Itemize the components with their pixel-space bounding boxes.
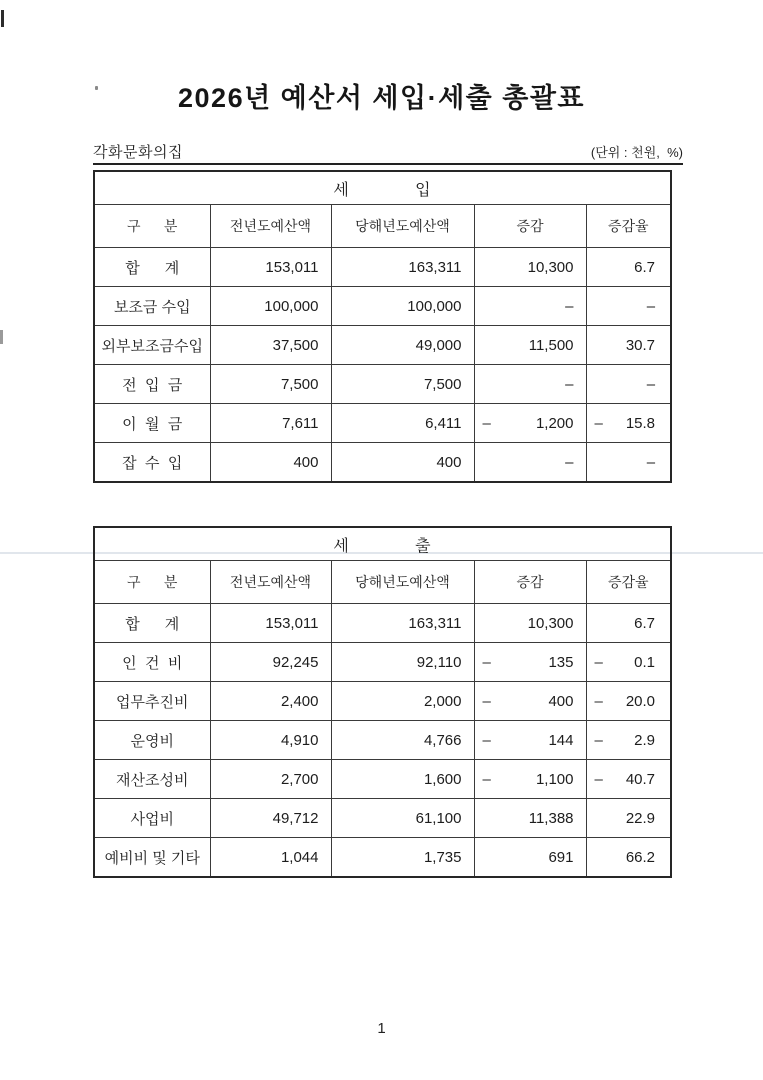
row-label: 이 월 금 [94,404,210,443]
column-header-change-rate: 증감율 [586,205,671,248]
table-row [94,326,671,365]
cell-change-rate: – [586,287,671,326]
cell-prev-amount: 7,611 [210,404,331,443]
table-row [94,443,671,483]
cell-current-amount: 100,000 [331,287,474,326]
table-row [94,248,671,287]
table-title-row [94,527,671,561]
page-title: 2026년 예산서 세입·세출 총괄표 [178,83,585,113]
cell-change-rate: – [586,365,671,404]
column-header-prev-year: 전년도예산액 [210,561,331,604]
cell-prev-amount: 49,712 [210,799,331,838]
row-label: 합 계 [94,604,210,643]
table-row [94,760,671,799]
cell-change: 10,300 [474,604,586,643]
cell-change-rate: – 0.1 [586,643,671,682]
cell-prev-amount: 7,500 [210,365,331,404]
cell-current-amount: 92,110 [331,643,474,682]
column-header-current-year: 당해년도예산액 [331,205,474,248]
table-row [94,838,671,878]
row-label: 사업비 [94,799,210,838]
row-label: 전 입 금 [94,365,210,404]
cell-change-rate: – 40.7 [586,760,671,799]
row-label: 보조금 수입 [94,287,210,326]
revenue-table-title: 세 입 [94,171,671,205]
row-label: 인 건 비 [94,643,210,682]
cell-change: – [474,287,586,326]
cell-current-amount: 400 [331,443,474,483]
cell-change: 10,300 [474,248,586,287]
cell-change: – 1,200 [474,404,586,443]
cell-change-rate: – [586,443,671,483]
row-label: 잡 수 입 [94,443,210,483]
cell-prev-amount: 1,044 [210,838,331,878]
cell-current-amount: 1,735 [331,838,474,878]
cell-change-rate: 6.7 [586,604,671,643]
cell-change-rate: – 15.8 [586,404,671,443]
cell-prev-amount: 92,245 [210,643,331,682]
cell-prev-amount: 2,700 [210,760,331,799]
table-title-row [94,171,671,205]
meta-header [93,140,683,165]
table-row [94,799,671,838]
cell-change: – 144 [474,721,586,760]
scan-artifact [0,330,3,344]
minus-sign: – [594,653,603,671]
cell-prev-amount: 37,500 [210,326,331,365]
cell-change: – 1,100 [474,760,586,799]
page-number: 1 [377,1020,386,1037]
table-row [94,287,671,326]
cell-change: 691 [474,838,586,878]
row-label: 외부보조금수입 [94,326,210,365]
row-label: 합 계 [94,248,210,287]
minus-sign: – [482,692,491,710]
cell-current-amount: 1,600 [331,760,474,799]
cell-current-amount: 7,500 [331,365,474,404]
row-label: 재산조성비 [94,760,210,799]
scan-artifact [1,10,4,27]
table-row [94,404,671,443]
cell-current-amount: 6,411 [331,404,474,443]
column-header-category: 구 분 [94,561,210,604]
cell-change: – 135 [474,643,586,682]
cell-prev-amount: 400 [210,443,331,483]
cell-change: – 400 [474,682,586,721]
cell-change-rate: – 20.0 [586,682,671,721]
column-header-category: 구 분 [94,205,210,248]
cell-prev-amount: 100,000 [210,287,331,326]
expenditure-table-title: 세 출 [94,527,671,561]
minus-sign: – [594,731,603,749]
cell-change: – [474,443,586,483]
cell-prev-amount: 153,011 [210,248,331,287]
cell-change-rate: 30.7 [586,326,671,365]
column-header-change: 증감 [474,561,586,604]
minus-sign: – [482,653,491,671]
minus-sign: – [594,414,603,432]
cell-change-rate: 6.7 [586,248,671,287]
row-label: 업무추진비 [94,682,210,721]
row-label: 예비비 및 기타 [94,838,210,878]
cell-change: 11,500 [474,326,586,365]
table-header-row [94,205,671,248]
cell-change: – [474,365,586,404]
minus-sign: – [482,731,491,749]
cell-current-amount: 163,311 [331,604,474,643]
cell-change: 11,388 [474,799,586,838]
unit-label: (단위 : 천원, %) [590,145,683,160]
table-row [94,604,671,643]
minus-sign: – [482,414,491,432]
cell-current-amount: 2,000 [331,682,474,721]
cell-change-rate: – 2.9 [586,721,671,760]
minus-sign: – [482,770,491,788]
table-row [94,721,671,760]
cell-current-amount: 163,311 [331,248,474,287]
cell-current-amount: 4,766 [331,721,474,760]
cell-current-amount: 61,100 [331,799,474,838]
organization-name: 각화문화의집 [93,144,183,161]
cell-prev-amount: 4,910 [210,721,331,760]
minus-sign: – [594,770,603,788]
revenue-table [93,170,672,483]
table-header-row [94,561,671,604]
cell-current-amount: 49,000 [331,326,474,365]
column-header-prev-year: 전년도예산액 [210,205,331,248]
minus-sign: – [594,692,603,710]
cell-change-rate: 66.2 [586,838,671,878]
table-row [94,682,671,721]
expenditure-table [93,526,672,878]
row-label: 운영비 [94,721,210,760]
column-header-change-rate: 증감율 [586,561,671,604]
column-header-current-year: 당해년도예산액 [331,561,474,604]
table-row [94,643,671,682]
table-row [94,365,671,404]
cell-change-rate: 22.9 [586,799,671,838]
cell-prev-amount: 153,011 [210,604,331,643]
cell-prev-amount: 2,400 [210,682,331,721]
column-header-change: 증감 [474,205,586,248]
